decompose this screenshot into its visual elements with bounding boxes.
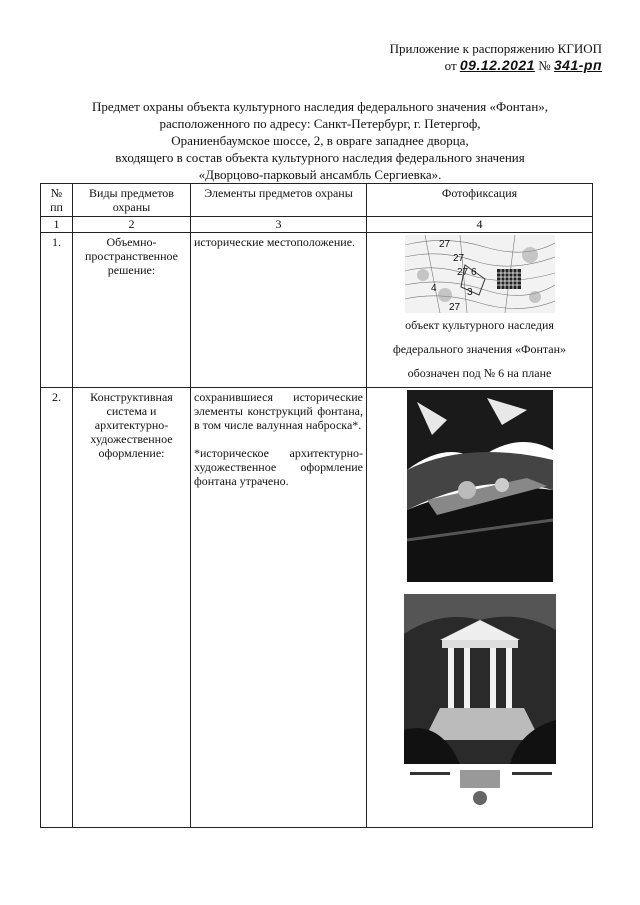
map-label: 27: [456, 267, 468, 278]
appendix-line: Приложение к распоряжению КГИОП: [389, 41, 602, 56]
map-label: 4: [430, 283, 437, 294]
title-line-3: Ораниенбаумское шоссе, 2, в овраге западнее дворца,: [171, 133, 469, 148]
appendix-header: [390, 40, 602, 74]
title-line-1: Предмет охраны объекта культурного наследия федерального значения «Фонтан»,: [91, 99, 549, 114]
site-plan-map: [405, 235, 555, 313]
photo-cell: [367, 233, 593, 388]
pavilion-postcard-photo: [400, 590, 560, 810]
map-label: 27: [452, 253, 464, 264]
elements-text-2: *историческое архитектурно-художественное оформление фонтана утрачено.: [194, 446, 363, 488]
col-header-type: Виды предметов охраны: [73, 184, 191, 217]
elements-text-1: сохранившиеся исторические элементы конструкций фонтана, в том числе валунная наброска*.: [194, 390, 363, 432]
caption-line-3: обозначен под № 6 на плане: [407, 366, 552, 380]
table-header-row: [41, 184, 593, 217]
date-prefix: от: [444, 58, 457, 73]
title-line-2: расположенного по адресу: Санкт-Петербург, г. Петергоф,: [159, 116, 481, 131]
table-row: [41, 388, 593, 828]
row-number: 1.: [41, 233, 73, 388]
row-elements: исторические местоположение.: [191, 233, 367, 388]
col-header-photo: Фотофиксация: [367, 184, 593, 217]
document-title: [40, 98, 600, 183]
title-line-5: «Дворцово-парковый ансамбль Сергиевка».: [198, 167, 442, 182]
index-3: 3: [191, 217, 367, 233]
table-row: [41, 233, 593, 388]
col-header-num: № пп: [41, 184, 73, 217]
protection-table: [40, 183, 593, 828]
handwritten-number: 341-рп: [553, 57, 602, 73]
photo-cell: [367, 388, 593, 828]
caption-line-2: федерального значения «Фонтан»: [392, 342, 567, 356]
row-type: Объемно-пространственное решение:: [73, 233, 191, 388]
col-header-elements: Элементы предметов охраны: [191, 184, 367, 217]
row-number: 2.: [41, 388, 73, 828]
handwritten-date: 09.12.2021: [459, 57, 535, 73]
row-type: Конструктивная система и архитектурно-художественное оформление:: [73, 388, 191, 828]
title-line-4: входящего в состав объекта культурного наследия федерального значения: [115, 150, 525, 165]
fountain-ruin-photo: [407, 390, 553, 582]
row-elements: [191, 388, 367, 828]
appendix-date-line: [390, 57, 602, 74]
index-2: 2: [73, 217, 191, 233]
table-index-row: [41, 217, 593, 233]
map-label: 27: [438, 239, 450, 250]
map-caption: [370, 313, 589, 385]
map-label: 27: [448, 302, 460, 313]
caption-line-1: объект культурного наследия: [405, 318, 554, 332]
map-label: 3: [466, 287, 473, 298]
number-sign: №: [538, 58, 551, 73]
index-1: 1: [41, 217, 73, 233]
index-4: 4: [367, 217, 593, 233]
map-label: 6: [470, 267, 477, 278]
